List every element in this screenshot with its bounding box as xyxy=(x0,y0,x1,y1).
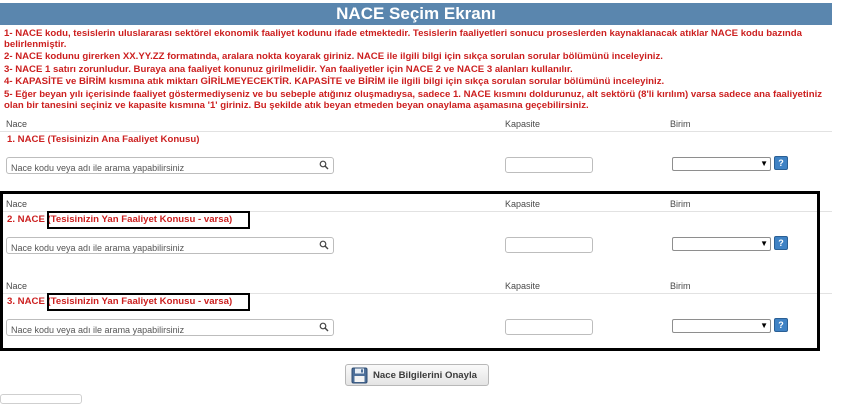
chevron-down-icon: ▼ xyxy=(760,321,768,330)
help-button[interactable]: ? xyxy=(774,318,788,332)
nace-2-label: 2. NACE (Tesisinizin Yan Faaliyet Konusu - varsa) xyxy=(7,214,233,225)
column-header-row xyxy=(0,119,832,132)
column-header-nace: Nace xyxy=(6,119,28,129)
column-header-kapasite: Kapasite xyxy=(505,119,541,129)
nace-1-label: 1. NACE (Tesisinizin Ana Faaliyet Konusu) xyxy=(7,134,200,145)
column-header-birim: Birim xyxy=(670,119,691,129)
confirm-nace-button[interactable] xyxy=(345,364,489,386)
help-button[interactable]: ? xyxy=(774,236,788,250)
page-title: NACE Seçim Ekranı xyxy=(0,3,832,25)
chevron-down-icon: ▼ xyxy=(760,159,768,168)
column-header-nace: Nace xyxy=(6,199,28,209)
column-header-kapasite: Kapasite xyxy=(505,199,541,209)
column-header-kapasite: Kapasite xyxy=(505,281,541,291)
floppy-disk-icon xyxy=(351,367,368,384)
nace-1-birim-select[interactable] xyxy=(672,157,771,171)
nace-3-label: 3. NACE (Tesisinizin Yan Faaliyet Konusu - varsa) xyxy=(7,296,233,307)
nace-1-search-input[interactable] xyxy=(7,161,311,176)
search-icon[interactable] xyxy=(319,160,329,170)
instruction-4: 4- KAPASİTE ve BİRİM kısmına atık miktarı GİRİLMEYECEKTİR. KAPASİTE ve BİRİM ile ilgili bilgi için sıkça sorulan sorular bölümünü inceleyiniz. xyxy=(4,76,665,88)
instructions-list xyxy=(4,29,830,113)
partial-button[interactable] xyxy=(0,394,82,404)
instruction-5: 5- Eğer beyan yılı içerisinde faaliyet göstermediyseniz ve bu sebeple atığınız oluşmadıysa, sadece 1. NACE kısmını doldurunuz, alt sektörü (8'li kırılım) varsa sadece ana faaliyetiniz olan bir tanesini seçiniz ve kapasite kısmına '1' giriniz. Bu şekilde atık beyan etmeden beyan onaylama aşamasına geçebilirsiniz. xyxy=(4,88,823,111)
column-header-birim: Birim xyxy=(670,199,691,209)
chevron-down-icon: ▼ xyxy=(760,239,768,248)
annotation-frame xyxy=(0,191,820,351)
nace-1-search-box xyxy=(6,157,334,174)
instruction-1: 1- NACE kodu, tesislerin uluslararası sektörel ekonomik faaliyet kodunu ifade etmektedir. Tesislerin faaliyetleri sonucu proseslerden kaynaklanacak atıklar NACE kodu bazında belirlenmiştir. xyxy=(4,28,802,50)
instruction-3: 3- NACE 1 satırı zorunludur. Buraya ana faaliyet konunuz girilmelidir. Yan faaliyetler için NACE 2 ve NACE 3 alanları kullanılır. xyxy=(4,63,573,75)
instruction-2: 2- NACE kodunu girerken XX.YY.ZZ formatında, aralara nokta koyarak giriniz. NACE ile ilgili bilgi için sıkça sorulan sorular bölümünü inceleyiniz. xyxy=(4,51,663,63)
nace-section-1 xyxy=(0,119,832,181)
help-button[interactable]: ? xyxy=(774,156,788,170)
nace-1-kapasite-input[interactable] xyxy=(505,157,593,173)
column-header-nace: Nace xyxy=(6,281,28,291)
confirm-nace-label: Nace Bilgilerini Onayla xyxy=(373,370,477,381)
column-header-birim: Birim xyxy=(670,281,691,291)
